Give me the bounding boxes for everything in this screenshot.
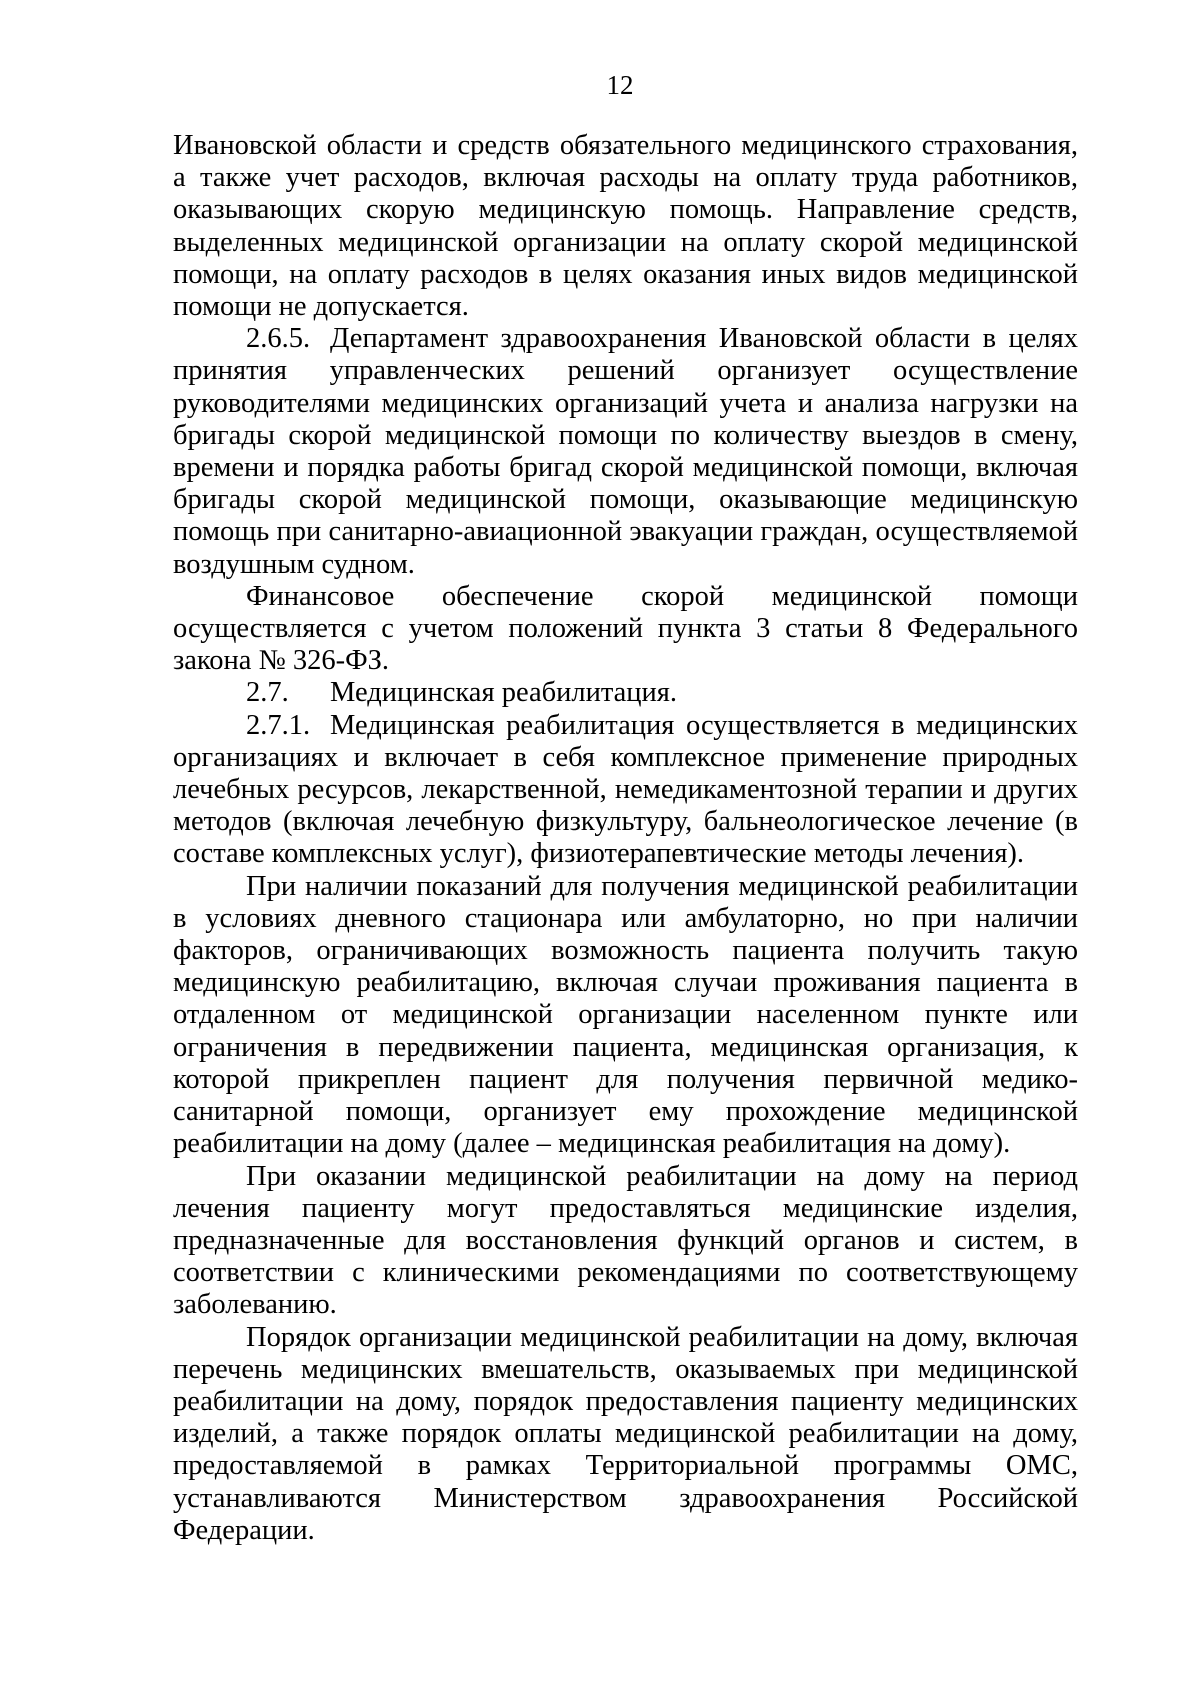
section-text: Медицинская реабилитация осуществляется в медицинских организациях и включает в себя комплексное применение природных лечебных ресурсов, лекарственной, немедикаментозной терапии и других методов (включая лечебную физкультуру, бальнеологическое лечение (в составе комплексных услуг), физиотерапевтические методы лечения). — [173, 709, 1078, 870]
section-number: 2.6.5. — [246, 323, 311, 355]
section-2-7-1 — [173, 710, 1078, 871]
section-2-6-5 — [173, 323, 1078, 581]
section-number: 2.7.1. — [246, 709, 311, 741]
paragraph-financing: Финансовое обеспечение скорой медицинской помощи осуществляется с учетом положений пункта 3 статьи 8 Федерального закона № 326-ФЗ. — [173, 580, 1078, 677]
page-number: 12 — [606, 70, 634, 100]
document-body — [173, 130, 1078, 1547]
paragraph-medical-devices: При оказании медицинской реабилитации на дому на период лечения пациенту могут предоставляться медицинские изделия, предназначенные для восстановления функций органов и систем, в соответствии с клиническими рекомендациями по соответствующему заболеванию. — [173, 1160, 1078, 1321]
section-number: 2.7. — [246, 677, 289, 709]
section-heading: Медицинская реабилитация. — [330, 677, 678, 709]
paragraph-home-rehabilitation: При наличии показаний для получения медицинской реабилитации в условиях дневного стационара или амбулаторно, но при наличии факторов, ограничивающих возможность пациента получить такую медицинскую реабилитацию, включая случаи проживания пациента в отдаленном от медицинской организации населенном пункте или ограничения в передвижении пациента, медицинская организация, к которой прикреплен пациент для получения первичной медико-санитарной помощи, организует ему прохождение медицинской реабилитации на дому (далее – медицинская реабилитация на дому). — [173, 870, 1078, 1160]
section-text: Департамент здравоохранения Ивановской области в целях принятия управленческих решений организует осуществление руководителями медицинских организаций учета и анализа нагрузки на бригады скорой медицинской помощи по количеству выездов в смену, времени и порядка работы бригад скорой медицинской помощи, включая бригады скорой медицинской помощи, оказывающие медицинскую помощь при санитарно-авиационной эвакуации граждан, осуществляемой воздушным судном. — [173, 323, 1078, 580]
paragraph-continuation: Ивановской области и средств обязательного медицинского страхования, а также учет расходов, включая расходы на оплату труда работников, оказывающих скорую медицинскую помощь. Направление средств, выделенных медицинской организации на оплату скорой медицинской помощи, на оплату расходов в целях оказания иных видов медицинской помощи не допускается. — [173, 130, 1078, 323]
paragraph-procedure: Порядок организации медицинской реабилитации на дому, включая перечень медицинских вмешательств, оказываемых при медицинской реабилитации на дому, порядок предоставления пациенту медицинских изделий, а также порядок оплаты медицинской реабилитации на дому, предоставляемой в рамках Территориальной программы ОМС, устанавливаются Министерством здравоохранения Российской Федерации. — [173, 1321, 1078, 1546]
section-2-7 — [173, 677, 1078, 709]
